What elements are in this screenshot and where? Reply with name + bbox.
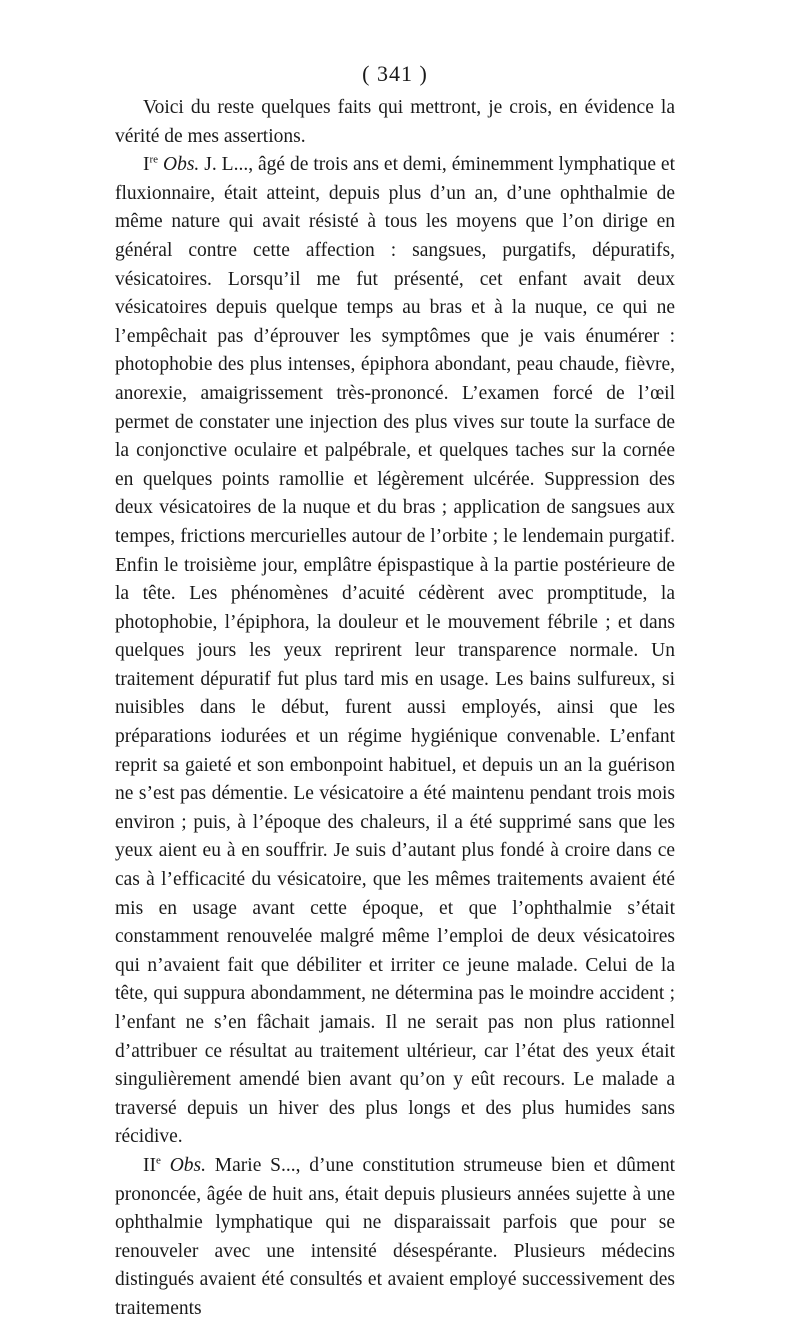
observation-1-text: J. L..., âgé de trois ans et demi, éminemment lymphatique et fluxionnaire, était atteint, depuis plus d’un an, d’une ophthalmie de même nature qui avait résisté à tous les moyens que l’on dirige en général contre cette affection : sangsues, purgatifs, dépuratifs, vésicatoires. Lorsqu’il me fut présenté, cet enfant avait deux vésicatoires depuis quelque temps au bras et à la nuque, ce qui ne l’empêchait pas d’éprouver les symptômes que je vais énumérer : photophobie des plus intenses, épiphora abondant, peau chaude, fièvre, anorexie, amaigrissement très-prononcé. L’examen forcé de l’œil permet de constater une injection des plus vives sur toute la surface de la conjonctive oculaire et palpébrale, et quelques taches sur la cornée en quelques points ramollie et légèrement ulcérée. Suppression des deux vésicatoires de la nuque et du bras ; application de sangsues aux tempes, frictions mercurielles autour de l’orbite ; le lendemain purgatif. Enfin le troisième jour, emplâtre épispastique à la partie postérieure de la tête. Les phénomènes d’acuité cédèrent avec promptitude, la photophobie, l’épiphora, la douleur et le mouvement fébrile ; et dans quelques jours les yeux reprirent leur transparence normale. Un traitement dépuratif fut plus tard mis en usage. Les bains sulfureux, si nuisibles dans le début, furent aussi employés, ainsi que les préparations iodurées et un régime hygiénique convenable. L’enfant reprit sa gaieté et son embonpoint habituel, et depuis un an la guérison ne s’est pas démentie. Le vésicatoire a été maintenu pendant trois mois environ ; puis, à l’époque des chaleurs, il a été supprimé sans que les yeux aient eu à en souffrir. Je suis d’autant plus fondé à croire dans ce cas à l’efficacité du vésicatoire, que les mêmes traitements avaient été mis en usage avant cette époque, et que l’ophthalmie s’était constamment renouvelée malgré même l’emploi de deux vésicatoires qui n’avaient fait que débiliter et irriter ce jeune malade. Celui de la tête, qui suppura abondamment, ne détermina pas le moindre accident ; l’enfant ne s’en fâchait jamais. Il ne serait pas non plus rationnel d’attribuer ce résultat au traitement ultérieur, car l’état des yeux était singulièrement amendé bien avant qu’on y eût recours. Le malade a traversé depuis un hiver des plus longs et des plus humides sans récidive. — [115, 154, 675, 1148]
observation-1-roman: I — [143, 154, 150, 176]
page-number: ( 341 ) — [362, 61, 428, 86]
observation-1-label: Obs. — [163, 154, 200, 176]
observation-1-number — [143, 154, 158, 175]
observation-2-ordinal: e — [156, 1154, 161, 1167]
observation-2-label: Obs. — [169, 1154, 206, 1176]
observation-2-number — [143, 1155, 161, 1176]
observation-1-ordinal: re — [149, 153, 159, 166]
intro-paragraph: Voici du reste quelques faits qui mettront, je crois, en évidence la vérité de mes assertions. — [115, 97, 675, 147]
observation-2-paragraph — [115, 1152, 675, 1324]
observation-1-paragraph — [115, 151, 675, 1152]
observation-2-text: Marie S..., d’une constitution strumeuse bien et dûment prononcée, âgée de huit ans, était depuis plusieurs années sujette à une ophthalmie lymphatique qui ne disparaissait parfois que pour se renouveler avec une intensité désespérante. Plusieurs médecins distingués avaient été consultés et avaient employé successivement des traitements — [115, 1154, 676, 1319]
book-page — [115, 60, 675, 1324]
observation-2-roman: II — [143, 1154, 156, 1176]
